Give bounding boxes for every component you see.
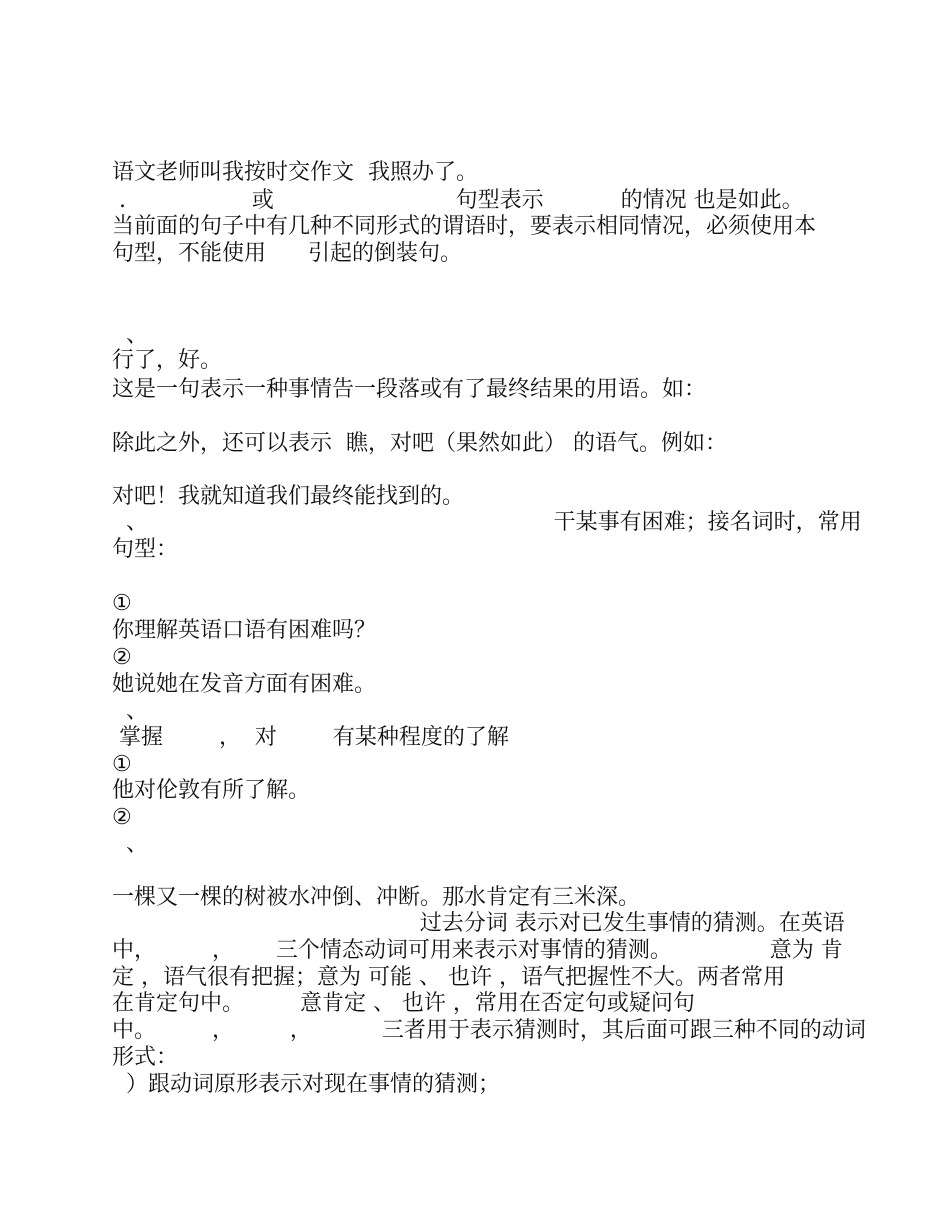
text-line-27: 中。 ， ， 三者用于表示猜测时，其后面可跟三种不同的动词 — [112, 1018, 866, 1043]
text-line-1: 语文老师叫我按时交作文 我照办了。 — [112, 160, 478, 185]
text-line-5: 、 — [112, 323, 148, 348]
text-line-12: ① — [112, 591, 132, 616]
text-line-14: ② — [112, 645, 132, 670]
text-line-15: 她说她在发音方面有困难。 — [112, 672, 377, 697]
text-line-23: 过去分词 表示对已发生事情的猜测。在英语 — [112, 911, 845, 936]
text-line-3: 当前面的句子中有几种不同形式的谓语时，要表示相同情况，必须使用本 — [112, 214, 817, 239]
text-line-7: 这是一句表示一种事情告一段落或有了最终结果的用语。如： — [112, 377, 707, 402]
text-line-22: 一棵又一棵的树被水冲倒、冲断。那水肯定有三米深。 — [112, 885, 641, 910]
text-line-25: 定 ，语气很有把握；意为 可能 、 也许 ，语气把握性不大。两者常用 — [112, 965, 785, 990]
text-line-21: 、 — [112, 832, 148, 857]
text-line-9: 对吧！我就知道我们最终能找到的。 — [112, 484, 465, 509]
text-line-26: 在肯定句中。 意肯定 、 也许 ，常用在否定句或疑问句 — [112, 991, 695, 1016]
text-line-29: ）跟动词原形表示对现在事情的猜测； — [112, 1072, 500, 1097]
text-line-4: 句型，不能使用 引起的倒装句。 — [112, 241, 462, 266]
text-line-10: 、 干某事有困难；接名词时，常用 — [112, 510, 862, 535]
text-line-20: ② — [112, 805, 132, 830]
text-line-11: 句型： — [112, 537, 179, 562]
text-line-24: 中， ， 三个情态动词可用来表示对事情的猜测。 意为 肯 — [112, 938, 843, 963]
text-line-8: 除此之外，还可以表示 瞧，对吧（果然如此） 的语气。例如： — [112, 431, 727, 456]
text-line-28: 形式： — [112, 1045, 179, 1070]
text-line-6: 行了，好。 — [112, 348, 223, 373]
text-line-17: 掌握 ， 对 有某种程度的了解 — [112, 725, 509, 750]
text-line-13: 你理解英语口语有困难吗？ — [112, 618, 377, 643]
text-line-18: ① — [112, 752, 132, 777]
text-line-2: . 或 句型表示 的情况 也是如此。 — [112, 188, 804, 213]
text-line-19: 他对伦敦有所了解。 — [112, 778, 311, 803]
text-line-16: 、 — [112, 699, 148, 724]
